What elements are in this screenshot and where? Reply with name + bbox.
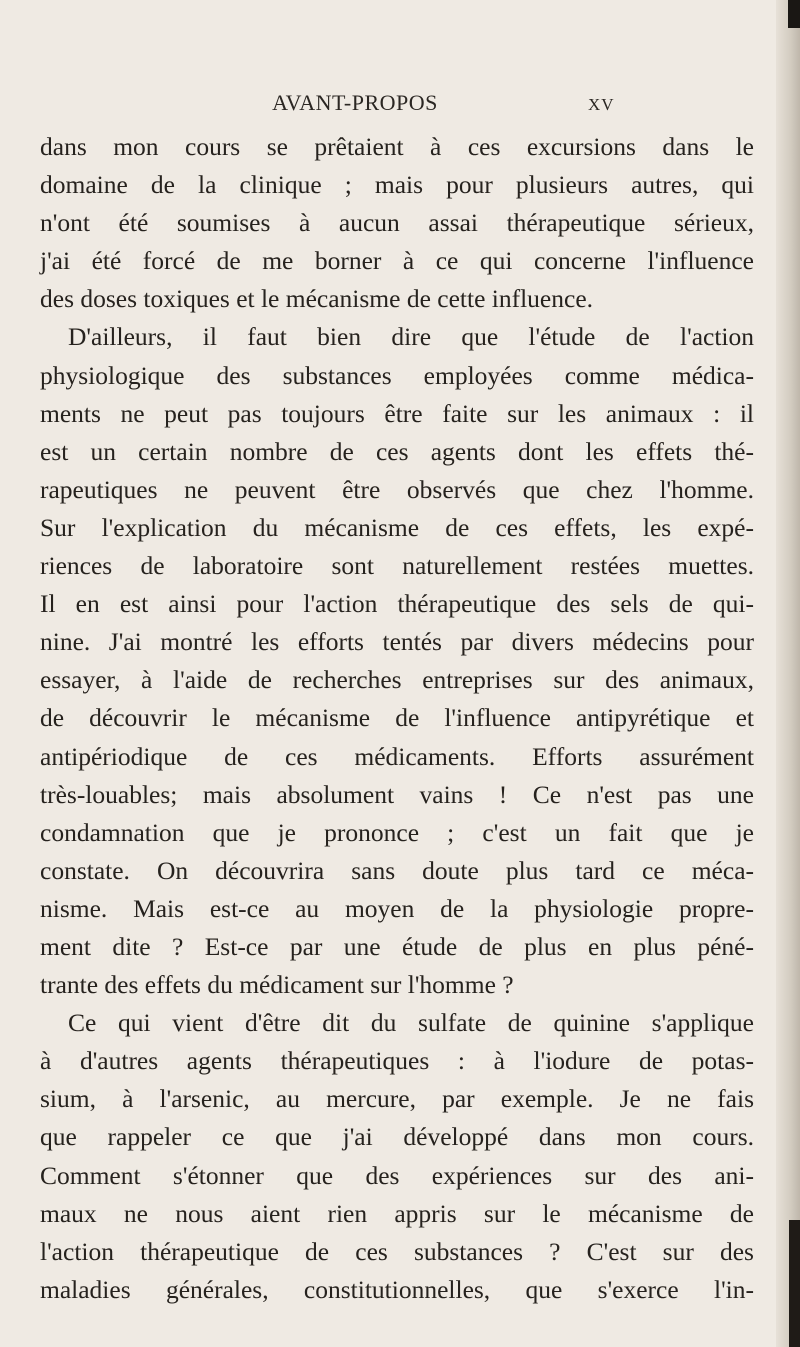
text-line: condamnation que je prononce ; c'est un fait que je [40, 817, 754, 847]
text-line: riences de laboratoire sont naturellement restées muettes. [40, 551, 754, 581]
text-line: nisme. Mais est-ce au moyen de la physiologie propre- [40, 893, 754, 923]
text-line: ments ne peut pas toujours être faite sur les animaux : il [40, 398, 754, 428]
text-body [40, 128, 754, 1309]
text-line: est un certain nombre de ces agents dont les effets thé- [40, 436, 754, 466]
binding-mark-top [788, 0, 800, 28]
text-line: essayer, à l'aide de recherches entreprises sur des animaux, [40, 665, 754, 695]
text-line: des doses toxiques et le mécanisme de cette influence. [40, 284, 594, 314]
text-line: constate. On découvrira sans doute plus tard ce méca- [40, 855, 754, 885]
text-line: ment dite ? Est-ce par une étude de plus en plus péné- [40, 931, 754, 961]
text-line: physiologique des substances employées comme médica- [40, 360, 754, 390]
text-line: à d'autres agents thérapeutiques : à l'iodure de potas- [40, 1046, 754, 1076]
text-line: dans mon cours se prêtaient à ces excursions dans le [40, 132, 754, 161]
paragraph-first-line: D'ailleurs, il faut bien dire que l'étude de l'action [68, 322, 754, 352]
text-line: maux ne nous aient rien appris sur le mécanisme de [40, 1198, 754, 1228]
text-line: j'ai été forcé de me borner à ce qui concerne l'influence [40, 246, 754, 276]
text-line: Il en est ainsi pour l'action thérapeutique des sels de qui- [40, 589, 754, 619]
running-head [0, 90, 800, 120]
text-line: l'action thérapeutique de ces substances ? C'est sur des [40, 1236, 754, 1266]
text-line: trante des effets du médicament sur l'homme ? [40, 970, 514, 1000]
paragraph-first-line: Ce qui vient d'être dit du sulfate de quinine s'applique [68, 1008, 754, 1038]
page-number: XV [588, 95, 615, 114]
text-line: sium, à l'arsenic, au mercure, par exemple. Je ne fais [40, 1084, 754, 1114]
text-line: antipériodique de ces médicaments. Efforts assurément [40, 741, 754, 771]
text-line: très-louables; mais absolument vains ! Ce n'est pas une [40, 779, 754, 809]
running-title: AVANT-PROPOS [272, 90, 438, 115]
text-line: que rappeler ce que j'ai développé dans mon cours. [40, 1122, 754, 1152]
text-line: Sur l'explication du mécanisme de ces effets, les expé- [40, 512, 754, 542]
text-line: maladies générales, constitutionnelles, que s'exerce l'in- [40, 1274, 754, 1304]
text-line: domaine de la clinique ; mais pour plusieurs autres, qui [40, 170, 754, 200]
text-line: rapeutiques ne peuvent être observés que chez l'homme. [40, 474, 754, 504]
page-edge-shadow [776, 0, 800, 1347]
text-line: de découvrir le mécanisme de l'influence antipyrétique et [40, 703, 754, 733]
text-line: nine. J'ai montré les efforts tentés par divers médecins pour [40, 627, 754, 657]
text-line: n'ont été soumises à aucun assai thérapeutique sérieux, [40, 208, 754, 238]
text-line: Comment s'étonner que des expériences sur des ani- [40, 1160, 754, 1190]
binding-mark-bottom [789, 1220, 800, 1347]
